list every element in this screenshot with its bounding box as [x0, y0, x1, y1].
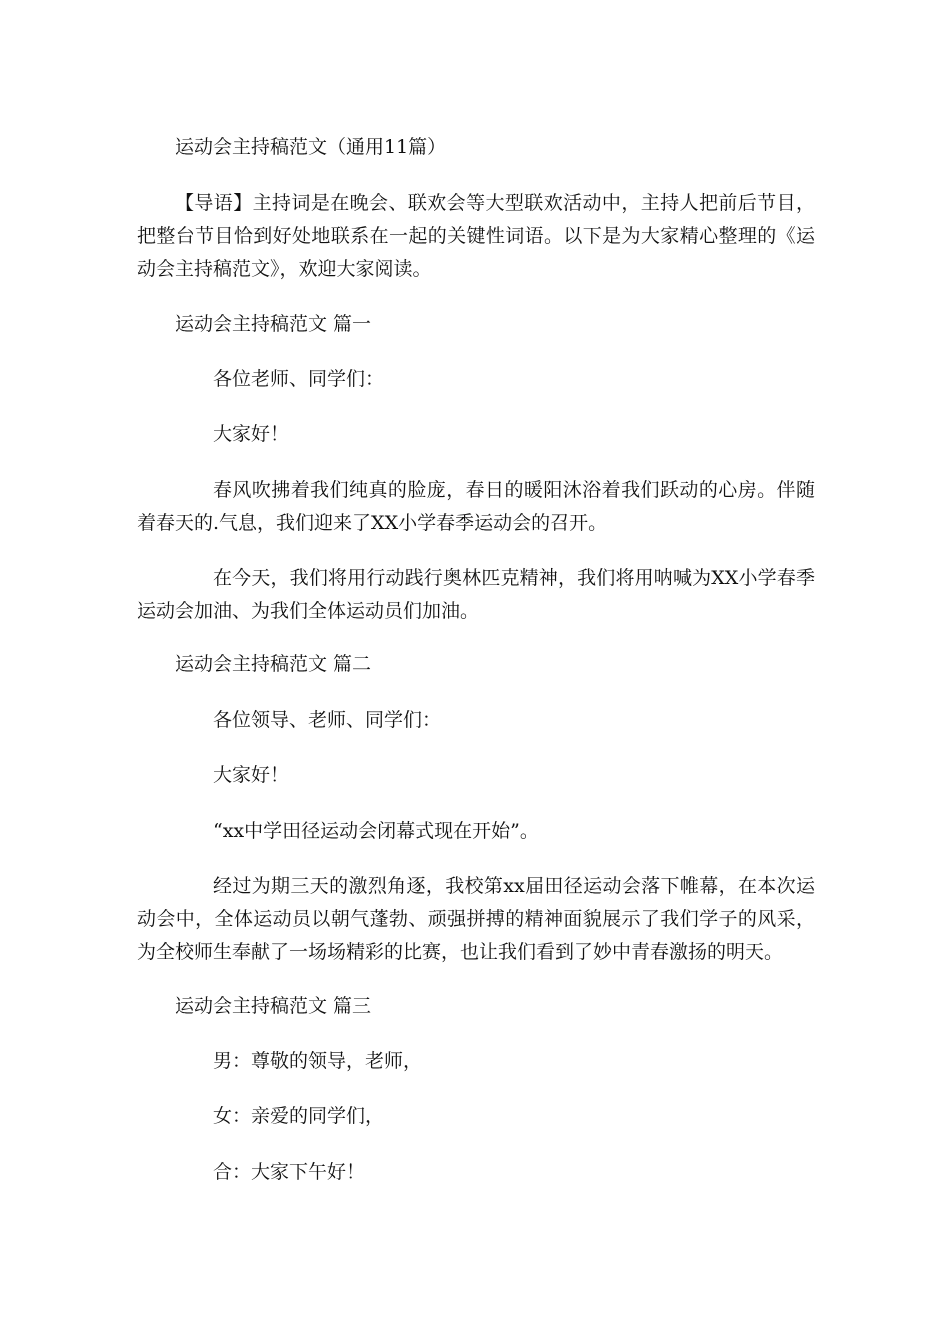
section-heading-3: 运动会主持稿范文 篇三 [175, 995, 372, 1017]
salutation: 各位领导、老师、同学们： [213, 709, 442, 731]
greeting: 大家好！ [213, 423, 290, 445]
greeting: 大家好！ [213, 764, 290, 786]
dialogue-line: 女：亲爱的同学们， [213, 1105, 385, 1127]
salutation: 各位老师、同学们： [213, 368, 385, 390]
document-title: 运动会主持稿范文（通用11篇） [175, 136, 447, 158]
quote-line: “xx中学田径运动会闭幕式现在开始”。 [213, 820, 539, 842]
dialogue-line: 合：大家下午好！ [213, 1161, 366, 1183]
section-heading-2: 运动会主持稿范文 篇二 [175, 653, 372, 675]
dialogue-line: 男：尊敬的领导，老师， [213, 1050, 423, 1072]
section-heading-1: 运动会主持稿范文 篇一 [175, 313, 372, 335]
body-paragraph: 在今天，我们将用行动践行奥林匹克精神，我们将用呐喊为XX小学春季运动会加油、为我们全体运动员们加油。 [137, 567, 815, 622]
body-paragraph: 春风吹拂着我们纯真的脸庞，春日的暖阳沐浴着我们跃动的心房。伴随着春天的.气息，我们迎来了XX小学春季运动会的召开。 [137, 479, 815, 534]
body-paragraph: 经过为期三天的激烈角逐，我校第xx届田径运动会落下帷幕，在本次运动会中，全体运动员以朝气蓬勃、顽强拼搏的精神面貌展示了我们学子的风采，为全校师生奉献了一场场精彩的比赛，也让我们看到了妙中青春激扬的明天。 [137, 875, 815, 963]
intro-paragraph: 【导语】主持词是在晚会、联欢会等大型联欢活动中，主持人把前后节目，把整台节目恰到好处地联系在一起的关键性词语。以下是为大家精心整理的《运动会主持稿范文》，欢迎大家阅读。 [137, 192, 815, 280]
